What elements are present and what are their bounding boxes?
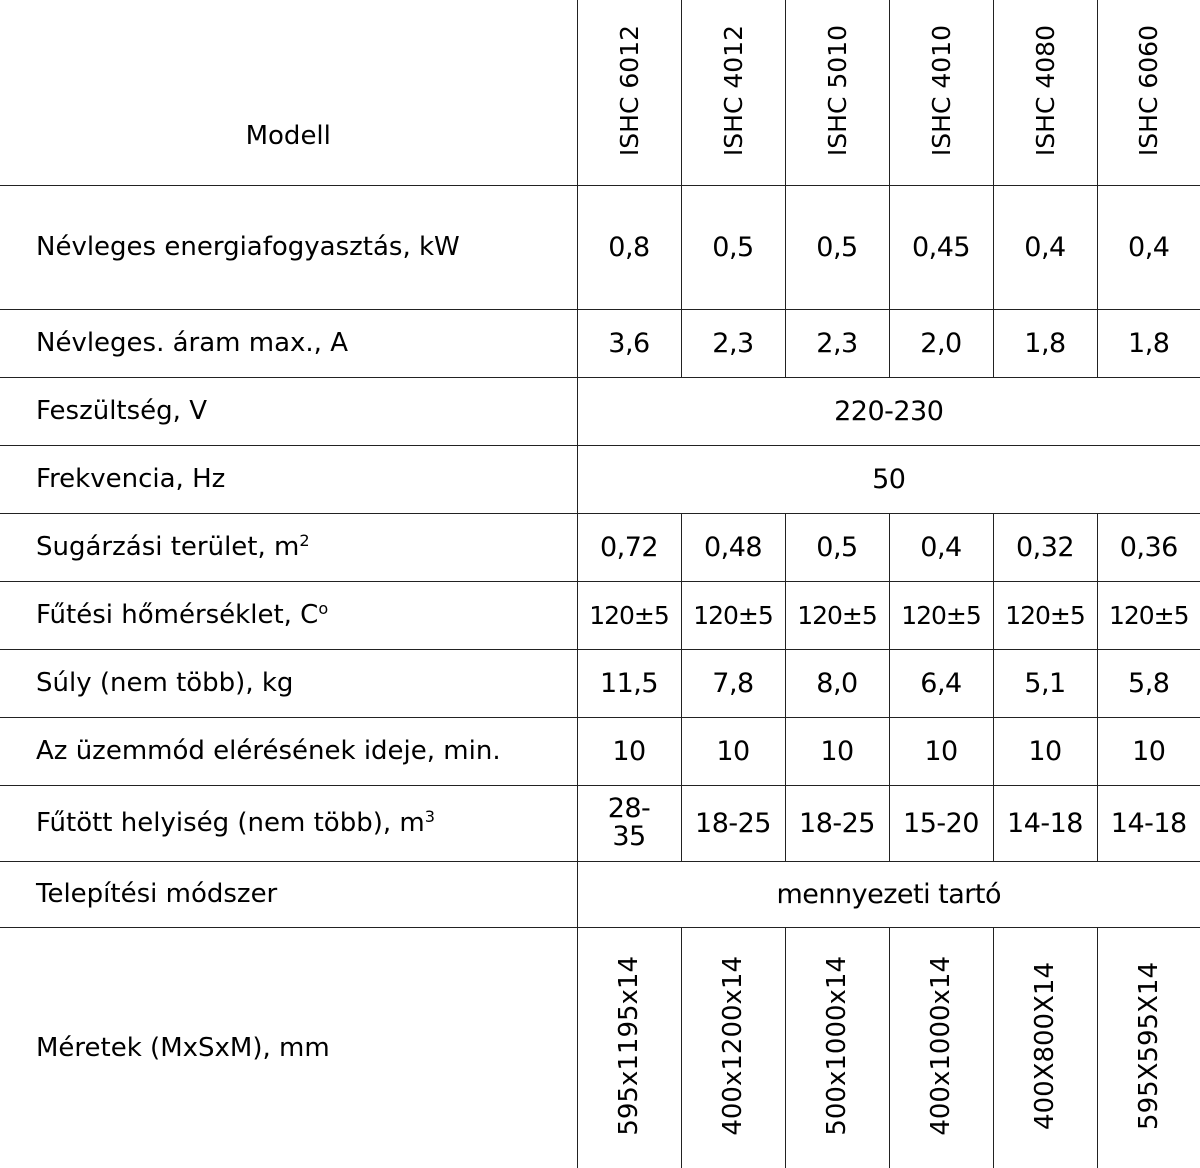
- install-row: [0, 861, 1200, 927]
- temperature-value: 120±5: [577, 581, 681, 649]
- dimensions-value: 595X595X14: [1133, 961, 1164, 1130]
- power-value: 0,4: [993, 185, 1097, 309]
- area-row: [0, 513, 1200, 581]
- model-header-cell: [889, 0, 993, 185]
- power-value: 0,45: [889, 185, 993, 309]
- frequency-label: Frekvencia, Hz: [0, 445, 577, 513]
- model-header-cell: [1097, 0, 1200, 185]
- power-value: 0,5: [785, 185, 889, 309]
- current-value: 1,8: [1097, 309, 1200, 377]
- header-row: [0, 0, 1200, 185]
- weight-row: [0, 649, 1200, 717]
- room-value: 14-18: [993, 785, 1097, 861]
- voltage-row: [0, 377, 1200, 445]
- current-value: 2,0: [889, 309, 993, 377]
- weight-value: 8,0: [785, 649, 889, 717]
- temperature-value: 120±5: [785, 581, 889, 649]
- area-label: Sugárzási terület, m: [36, 532, 300, 562]
- dimensions-cell: [889, 927, 993, 1168]
- room-unit-superscript: 3: [424, 807, 435, 827]
- header-label: Modell: [0, 0, 577, 185]
- dimensions-cell: [785, 927, 889, 1168]
- frequency-value: 50: [577, 445, 1200, 513]
- install-label: Telepítési módszer: [0, 861, 577, 927]
- voltage-value: 220-230: [577, 377, 1200, 445]
- warmup-value: 10: [993, 717, 1097, 785]
- warmup-row: [0, 717, 1200, 785]
- model-header-cell: [577, 0, 681, 185]
- temperature-value: 120±5: [889, 581, 993, 649]
- dimensions-value: 400X800X14: [1030, 961, 1060, 1130]
- area-label-cell: [0, 513, 577, 581]
- model-name: ISHC 4010: [926, 24, 956, 156]
- dimensions-row: [0, 927, 1200, 1168]
- current-value: 2,3: [681, 309, 785, 377]
- area-value: 0,36: [1097, 513, 1200, 581]
- dimensions-cell: [577, 927, 681, 1168]
- model-name: ISHC 6012: [614, 24, 644, 156]
- temperature-label-cell: [0, 581, 577, 649]
- warmup-value: 10: [1097, 717, 1200, 785]
- model-name: ISHC 4080: [1030, 24, 1060, 156]
- dimensions-value: 400x1200x14: [718, 955, 748, 1136]
- model-name: ISHC 6060: [1134, 24, 1164, 156]
- power-value: 0,4: [1097, 185, 1200, 309]
- install-value: mennyezeti tartó: [577, 861, 1200, 927]
- warmup-value: 10: [681, 717, 785, 785]
- current-value: 3,6: [577, 309, 681, 377]
- dimensions-value: 500x1000x14: [822, 955, 852, 1136]
- room-value: 18-25: [681, 785, 785, 861]
- room-value: 15-20: [889, 785, 993, 861]
- area-value: 0,32: [993, 513, 1097, 581]
- model-name: ISHC 4012: [718, 24, 748, 156]
- weight-value: 6,4: [889, 649, 993, 717]
- warmup-label: Az üzemmód elérésének ideje, min.: [0, 717, 577, 785]
- dimensions-value: 595x1195x14: [614, 955, 644, 1136]
- weight-value: 5,8: [1097, 649, 1200, 717]
- power-value: 0,8: [577, 185, 681, 309]
- weight-value: 7,8: [681, 649, 785, 717]
- temperature-row: [0, 581, 1200, 649]
- power-row: [0, 185, 1200, 309]
- room-value: 14-18: [1097, 785, 1200, 861]
- area-value: 0,5: [785, 513, 889, 581]
- model-header-cell: [681, 0, 785, 185]
- weight-value: 5,1: [993, 649, 1097, 717]
- current-value: 2,3: [785, 309, 889, 377]
- model-name: ISHC 5010: [822, 24, 852, 156]
- temperature-label: Fűtési hőmérséklet, C: [36, 600, 319, 630]
- dimensions-label: Méretek (MxSxM), mm: [0, 927, 577, 1168]
- room-label: Fűtött helyiség (nem több), m: [36, 808, 425, 838]
- model-header-cell: [993, 0, 1097, 185]
- temperature-value: 120±5: [1097, 581, 1200, 649]
- room-value-text: 28-35: [607, 793, 651, 852]
- dimensions-value: 400x1000x14: [926, 955, 956, 1136]
- warmup-value: 10: [577, 717, 681, 785]
- current-label: Névleges. áram max., A: [0, 309, 577, 377]
- frequency-row: [0, 445, 1200, 513]
- temperature-value: 120±5: [993, 581, 1097, 649]
- room-label-cell: [0, 785, 577, 861]
- voltage-label: Feszültség, V: [0, 377, 577, 445]
- current-value: 1,8: [993, 309, 1097, 377]
- power-label: Névleges energiafogyasztás, kW: [0, 185, 577, 309]
- area-unit-superscript: 2: [299, 531, 310, 551]
- room-row: [0, 785, 1200, 861]
- dimensions-cell: [681, 927, 785, 1168]
- weight-value: 11,5: [577, 649, 681, 717]
- area-value: 0,48: [681, 513, 785, 581]
- area-value: 0,72: [577, 513, 681, 581]
- model-header-cell: [785, 0, 889, 185]
- weight-label: Súly (nem több), kg: [0, 649, 577, 717]
- dimensions-cell: [993, 927, 1097, 1168]
- temperature-value: 120±5: [681, 581, 785, 649]
- dimensions-cell: [1097, 927, 1200, 1168]
- warmup-value: 10: [889, 717, 993, 785]
- temperature-unit-superscript: o: [318, 599, 329, 619]
- current-row: [0, 309, 1200, 377]
- area-value: 0,4: [889, 513, 993, 581]
- room-value: [577, 785, 681, 861]
- warmup-value: 10: [785, 717, 889, 785]
- power-value: 0,5: [681, 185, 785, 309]
- room-value: 18-25: [785, 785, 889, 861]
